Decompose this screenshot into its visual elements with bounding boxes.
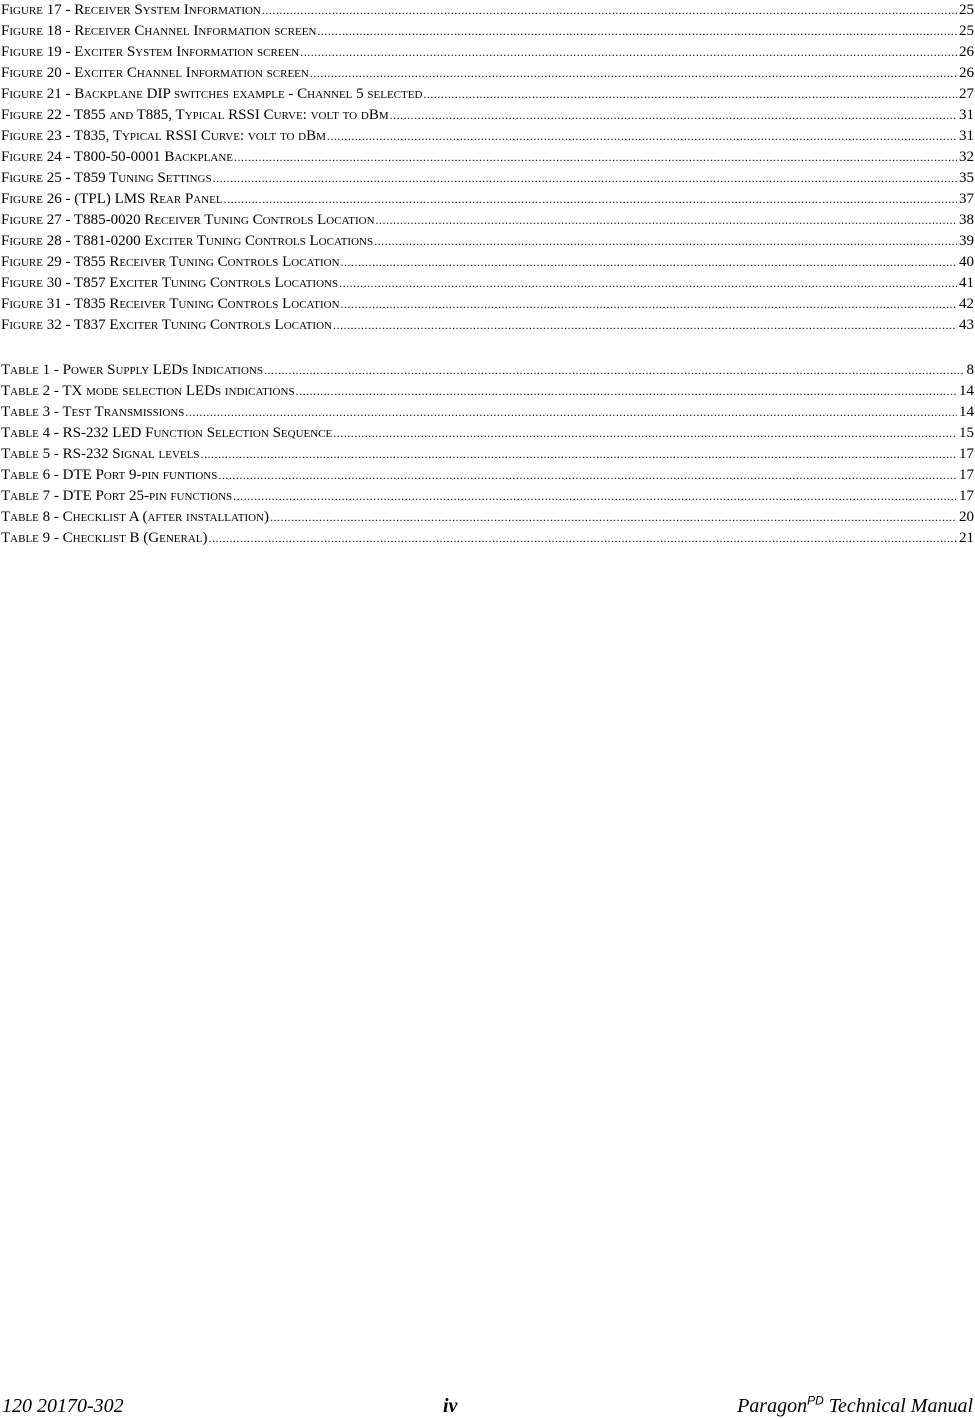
entry-page-number: 43 xyxy=(959,317,974,333)
entry-label: Figure 29 - T855 Receiver Tuning Controls Location xyxy=(1,254,340,270)
entry-label: Figure 31 - T835 Receiver Tuning Controls Location xyxy=(1,296,340,312)
list-of-tables xyxy=(1,360,974,549)
toc-entry-table[interactable] xyxy=(1,381,974,402)
product-superscript: PD xyxy=(807,1393,824,1408)
dot-leader xyxy=(327,126,957,147)
toc-entry-figure[interactable] xyxy=(1,105,974,126)
entry-page-number: 39 xyxy=(959,233,974,249)
dot-leader xyxy=(234,147,957,168)
entry-page-number: 32 xyxy=(959,149,974,165)
entry-label: Figure 24 - T800-50-0001 Backplane xyxy=(1,149,233,165)
dot-leader xyxy=(423,84,957,105)
entry-label: Table 9 - Checklist B (General) xyxy=(1,530,208,546)
table-of-contents xyxy=(1,0,974,549)
section-divider xyxy=(1,336,974,360)
toc-entry-table[interactable] xyxy=(1,507,974,528)
dot-leader xyxy=(376,210,957,231)
entry-label: Figure 22 - T855 and T885, Typical RSSI Curve: volt to dBm xyxy=(1,107,389,123)
entry-label: Figure 19 - Exciter System Information screen xyxy=(1,44,300,60)
list-of-figures xyxy=(1,0,974,336)
dot-leader xyxy=(310,63,957,84)
page-footer xyxy=(2,1393,973,1419)
entry-page-number: 31 xyxy=(959,128,974,144)
toc-entry-figure[interactable] xyxy=(1,231,974,252)
dot-leader xyxy=(300,42,957,63)
entry-page-number: 31 xyxy=(959,107,974,123)
entry-page-number: 25 xyxy=(959,2,974,18)
dot-leader xyxy=(213,168,957,189)
toc-entry-figure[interactable] xyxy=(1,84,974,105)
entry-page-number: 20 xyxy=(959,509,974,525)
dot-leader xyxy=(200,444,957,465)
toc-entry-table[interactable] xyxy=(1,402,974,423)
entry-label: Figure 23 - T835, Typical RSSI Curve: volt to dBm xyxy=(1,128,326,144)
toc-entry-table[interactable] xyxy=(1,465,974,486)
entry-label: Table 1 - Power Supply LEDs Indications xyxy=(1,362,263,378)
toc-entry-figure[interactable] xyxy=(1,63,974,84)
entry-label: Figure 27 - T885-0020 Receiver Tuning Controls Location xyxy=(1,212,375,228)
entry-label: Figure 17 - Receiver System Information xyxy=(1,2,261,18)
entry-page-number: 14 xyxy=(959,404,974,420)
page-number: iv xyxy=(443,1395,458,1417)
dot-leader xyxy=(233,486,957,507)
entry-label: Figure 30 - T857 Exciter Tuning Controls Locations xyxy=(1,275,339,291)
dot-leader xyxy=(339,273,957,294)
dot-leader xyxy=(390,105,957,126)
entry-page-number: 8 xyxy=(966,362,974,378)
toc-entry-figure[interactable] xyxy=(1,315,974,336)
toc-entry-table[interactable] xyxy=(1,486,974,507)
entry-label: Figure 25 - T859 Tuning Settings xyxy=(1,170,212,186)
dot-leader xyxy=(224,189,957,210)
toc-entry-table[interactable] xyxy=(1,528,974,549)
entry-label: Table 3 - Test Transmissions xyxy=(1,404,185,420)
entry-label: Table 2 - TX mode selection LEDs indications xyxy=(1,383,295,399)
entry-page-number: 25 xyxy=(959,23,974,39)
dot-leader xyxy=(333,315,957,336)
dot-leader xyxy=(374,231,957,252)
toc-entry-figure[interactable] xyxy=(1,210,974,231)
toc-entry-figure[interactable] xyxy=(1,168,974,189)
entry-page-number: 21 xyxy=(959,530,974,546)
entry-page-number: 27 xyxy=(959,86,974,102)
entry-page-number: 26 xyxy=(959,65,974,81)
entry-page-number: 17 xyxy=(959,488,974,504)
manual-title-text: Technical Manual xyxy=(823,1395,973,1417)
entry-page-number: 38 xyxy=(959,212,974,228)
toc-entry-figure[interactable] xyxy=(1,42,974,63)
entry-page-number: 35 xyxy=(959,170,974,186)
entry-label: Table 4 - RS-232 LED Function Selection Sequence xyxy=(1,425,333,441)
entry-label: Figure 20 - Exciter Channel Information screen xyxy=(1,65,309,81)
toc-entry-figure[interactable] xyxy=(1,21,974,42)
toc-entry-figure[interactable] xyxy=(1,252,974,273)
dot-leader xyxy=(333,423,957,444)
manual-title xyxy=(737,1393,973,1419)
entry-label: Table 7 - DTE Port 25-pin functions xyxy=(1,488,233,504)
dot-leader xyxy=(341,252,957,273)
toc-entry-figure[interactable] xyxy=(1,189,974,210)
dot-leader xyxy=(218,465,957,486)
entry-label: Table 6 - DTE Port 9-pin funtions xyxy=(1,467,218,483)
toc-entry-table[interactable] xyxy=(1,444,974,465)
entry-label: Table 8 - Checklist A (after installation) xyxy=(1,509,269,525)
entry-page-number: 14 xyxy=(959,383,974,399)
toc-entry-figure[interactable] xyxy=(1,273,974,294)
toc-entry-figure[interactable] xyxy=(1,294,974,315)
entry-page-number: 17 xyxy=(959,467,974,483)
entry-page-number: 17 xyxy=(959,446,974,462)
entry-page-number: 42 xyxy=(959,296,974,312)
toc-entry-figure[interactable] xyxy=(1,147,974,168)
entry-page-number: 37 xyxy=(959,191,974,207)
entry-label: Figure 28 - T881-0200 Exciter Tuning Controls Locations xyxy=(1,233,374,249)
entry-label: Figure 21 - Backplane DIP switches example - Channel 5 selected xyxy=(1,86,423,102)
dot-leader xyxy=(341,294,957,315)
dot-leader xyxy=(185,402,957,423)
entry-label: Table 5 - RS-232 Signal levels xyxy=(1,446,200,462)
entry-page-number: 41 xyxy=(959,275,974,291)
entry-label: Figure 32 - T837 Exciter Tuning Controls Location xyxy=(1,317,332,333)
dot-leader xyxy=(264,360,965,381)
entry-page-number: 15 xyxy=(959,425,974,441)
dot-leader xyxy=(262,0,957,21)
entry-label: Figure 26 - (TPL) LMS Rear Panel xyxy=(1,191,223,207)
dot-leader xyxy=(296,381,957,402)
dot-leader xyxy=(270,507,957,528)
toc-entry-figure[interactable] xyxy=(1,0,974,21)
toc-entry-figure[interactable] xyxy=(1,126,974,147)
product-name: Paragon xyxy=(737,1395,808,1417)
entry-page-number: 26 xyxy=(959,44,974,60)
entry-label: Figure 18 - Receiver Channel Information screen xyxy=(1,23,317,39)
toc-entry-table[interactable] xyxy=(1,423,974,444)
document-number: 120 20170-302 xyxy=(2,1395,124,1417)
entry-page-number: 40 xyxy=(959,254,974,270)
dot-leader xyxy=(209,528,957,549)
toc-entry-table[interactable] xyxy=(1,360,974,381)
dot-leader xyxy=(317,21,957,42)
